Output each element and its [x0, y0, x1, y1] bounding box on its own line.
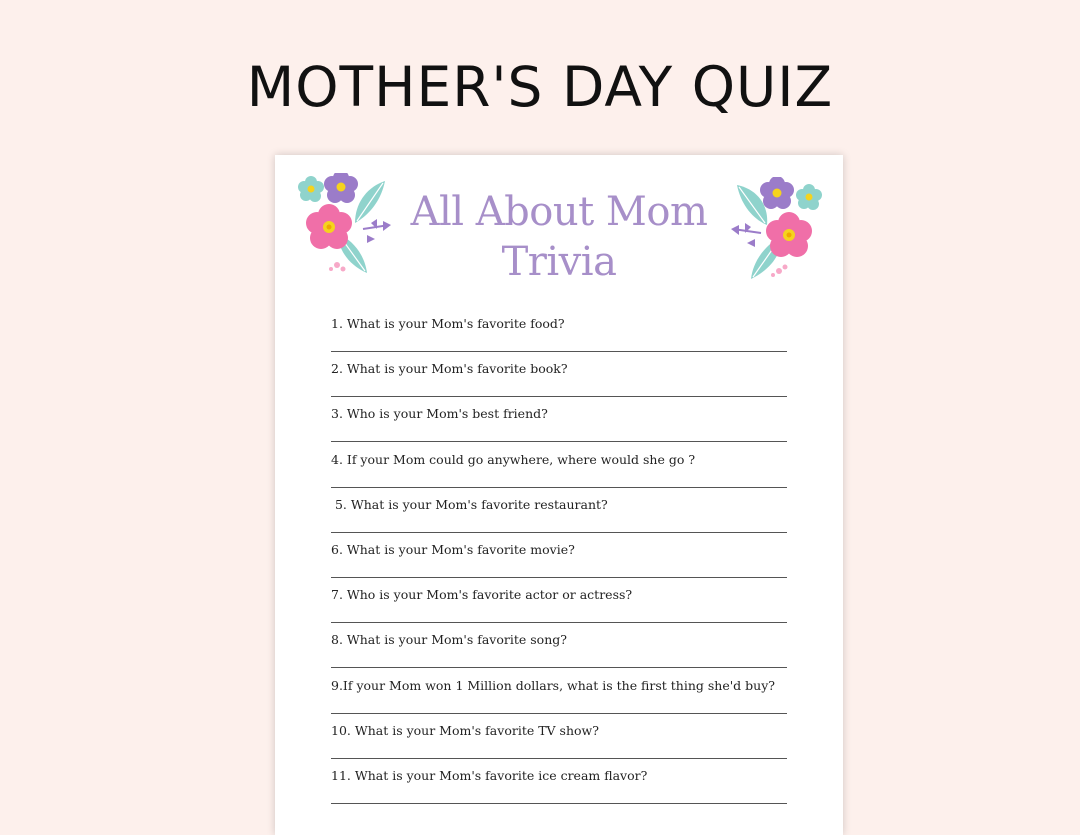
floral-left-icon	[297, 173, 397, 283]
answer-line[interactable]	[331, 803, 787, 804]
question-text: 5. What is your Mom's favorite restaurant?	[331, 496, 608, 512]
answer-line[interactable]	[331, 622, 787, 623]
question-list	[331, 315, 787, 812]
floral-right-icon	[731, 177, 831, 287]
answer-line[interactable]	[331, 667, 787, 668]
question-text: 9.If your Mom won 1 Million dollars, what is the first thing she'd buy?	[331, 677, 775, 693]
question-item	[331, 360, 787, 405]
question-item	[331, 405, 787, 450]
answer-line[interactable]	[331, 487, 787, 488]
question-item	[331, 722, 787, 767]
answer-line[interactable]	[331, 713, 787, 714]
answer-line[interactable]	[331, 532, 787, 533]
sheet-title-line-2: Trivia	[501, 239, 617, 285]
question-item	[331, 315, 787, 360]
page-title: MOTHER'S DAY QUIZ	[246, 55, 834, 119]
question-item	[331, 496, 787, 541]
question-text: 1. What is your Mom's favorite food?	[331, 316, 565, 331]
question-item	[331, 541, 787, 586]
answer-line[interactable]	[331, 396, 787, 397]
question-text: 11. What is your Mom's favorite ice cream flavor?	[331, 767, 648, 783]
question-text: 3. Who is your Mom's best friend?	[331, 406, 548, 422]
answer-line[interactable]	[331, 441, 787, 442]
quiz-sheet	[275, 155, 843, 835]
question-text: 8. What is your Mom's favorite song?	[331, 632, 567, 648]
question-item	[331, 631, 787, 676]
question-item	[331, 677, 787, 722]
answer-line[interactable]	[331, 351, 787, 352]
question-text: 2. What is your Mom's favorite book?	[331, 361, 568, 377]
answer-line[interactable]	[331, 758, 787, 759]
question-text: 10. What is your Mom's favorite TV show?	[331, 722, 599, 738]
answer-line[interactable]	[331, 577, 787, 578]
question-item	[331, 767, 787, 812]
sheet-heading	[405, 187, 713, 287]
question-item	[331, 451, 787, 496]
sheet-title-line-1: All About Mom	[410, 189, 708, 235]
question-text: 6. What is your Mom's favorite movie?	[331, 541, 575, 557]
question-text: 4. If your Mom could go anywhere, where would she go ?	[331, 451, 696, 467]
question-item	[331, 586, 787, 631]
question-text: 7. Who is your Mom's favorite actor or actress?	[331, 587, 633, 603]
